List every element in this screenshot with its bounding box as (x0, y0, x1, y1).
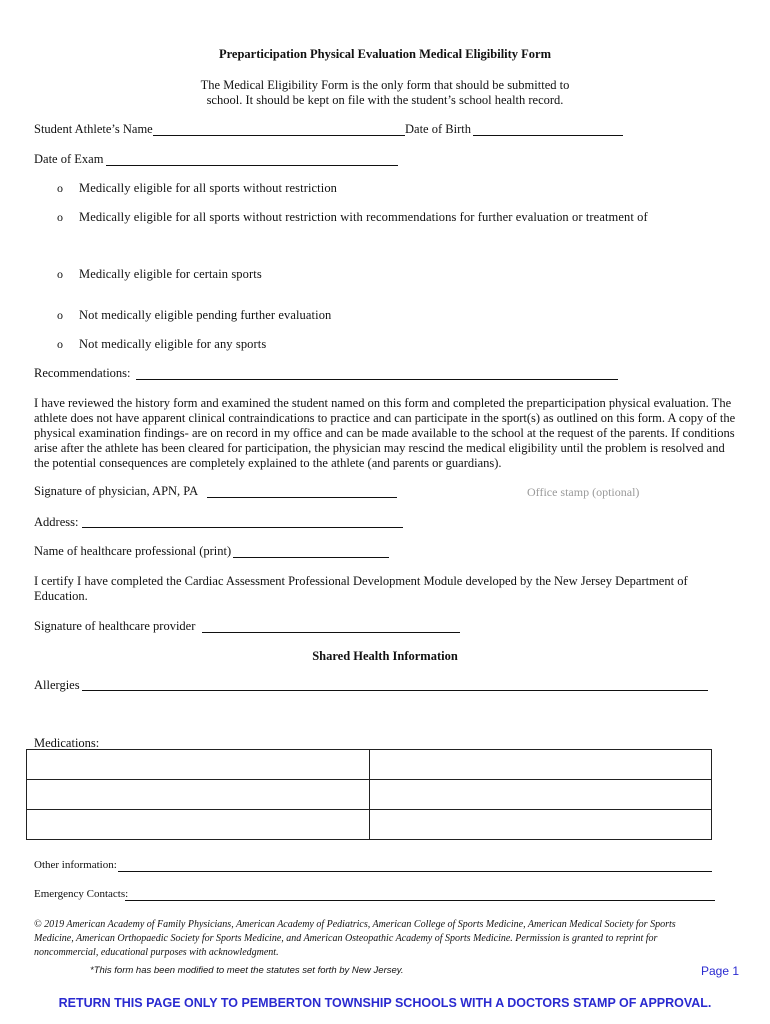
signature-physician-field[interactable] (207, 497, 397, 498)
option-4-checkbox[interactable]: o (57, 308, 63, 322)
address-label: Address: (34, 515, 79, 529)
dob-field[interactable] (473, 135, 623, 136)
address-field[interactable] (82, 527, 403, 528)
option-3-checkbox[interactable]: o (57, 267, 63, 281)
name-professional-label: Name of healthcare professional (print) (34, 544, 232, 558)
intro-line-1: The Medical Eligibility Form is the only form that should be submitted to (200, 78, 570, 92)
signature-provider-label: Signature of healthcare provider (34, 619, 196, 633)
athlete-name-label: Student Athlete’s Name (34, 122, 153, 136)
dob-label: Date of Birth (405, 122, 471, 136)
option-4-label: Not medically eligible pending further evaluation (79, 308, 332, 322)
return-notice: RETURN THIS PAGE ONLY TO PEMBERTON TOWNSHIP SCHOOLS WITH A DOCTORS STAMP OF APPROVAL. (58, 996, 712, 1010)
date-exam-field[interactable] (106, 165, 398, 166)
option-1-checkbox[interactable]: o (57, 181, 63, 195)
medication-cell[interactable] (370, 750, 712, 780)
option-5-label: Not medically eligible for any sports (79, 337, 267, 351)
recommendations-label: Recommendations: (34, 366, 131, 380)
emergency-contacts-label: Emergency Contacts: (34, 888, 129, 900)
option-5-checkbox[interactable]: o (57, 337, 63, 351)
medication-cell[interactable] (370, 810, 712, 840)
table-row (27, 810, 712, 840)
medication-cell[interactable] (27, 750, 370, 780)
option-2-label: Medically eligible for all sports without restriction with recommendations for further evaluation or treatment of (79, 210, 648, 224)
medication-cell[interactable] (27, 810, 370, 840)
medications-label: Medications: (34, 736, 100, 750)
shared-health-heading: Shared Health Information (312, 649, 458, 663)
form-title: Preparticipation Physical Evaluation Medical Eligibility Form (218, 47, 552, 61)
allergies-field[interactable] (82, 690, 708, 691)
signature-provider-field[interactable] (202, 632, 460, 633)
table-row (27, 780, 712, 810)
option-2-checkbox[interactable]: o (57, 210, 63, 224)
other-info-field[interactable] (118, 871, 712, 872)
option-3-label: Medically eligible for certain sports (79, 267, 262, 281)
medications-table (26, 749, 712, 840)
allergies-label: Allergies (34, 678, 80, 692)
page-number: Page 1 (701, 964, 740, 978)
office-stamp-label: Office stamp (optional) (527, 485, 640, 499)
copyright-notice: © 2019 American Academy of Family Physicians, American Academy of Pediatrics, American College of Sports Medicine, American Medical Society for Sports Medicine, American Orthopaedic Society for Sports Medicine, and American Osteopathic Academy of Sports Medicine. Permission is granted to reprint for noncommercial, educational purposes with acknowledgment. (34, 919, 676, 958)
intro-line-2: school. It should be kept on file with the student’s school health record. (206, 93, 564, 107)
recommendations-field[interactable] (136, 379, 618, 380)
emergency-contacts-field[interactable] (125, 900, 715, 901)
review-paragraph: I have reviewed the history form and examined the student named on this form and completed the preparticipation physical evaluation. The athlete does not have apparent clinical contraindications to practice and can participate in the sport(s) as outlined on this form. A copy of the physical examination findings- are on record in my office and can be made available to the school at the request of the parents. If conditions arise after the athlete has been cleared for participation, the physician may rescind the medical eligibility until the problem is resolved and the potential consequences are completely explained to the athlete (and parents or guardians). (34, 396, 736, 470)
signature-physician-label: Signature of physician, APN, PA (34, 484, 199, 498)
table-row (27, 750, 712, 780)
option-1-label: Medically eligible for all sports without restriction (79, 181, 338, 195)
date-exam-label: Date of Exam (34, 152, 104, 166)
medication-cell[interactable] (370, 780, 712, 810)
other-info-label: Other information: (34, 859, 117, 871)
medication-cell[interactable] (27, 780, 370, 810)
certify-paragraph: I certify I have completed the Cardiac Assessment Professional Development Module developed by the New Jersey Department of Education. (34, 574, 688, 603)
athlete-name-field[interactable] (153, 135, 405, 136)
modified-note: *This form has been modified to meet the statutes set forth by New Jersey. (90, 965, 404, 976)
name-professional-field[interactable] (233, 557, 389, 558)
